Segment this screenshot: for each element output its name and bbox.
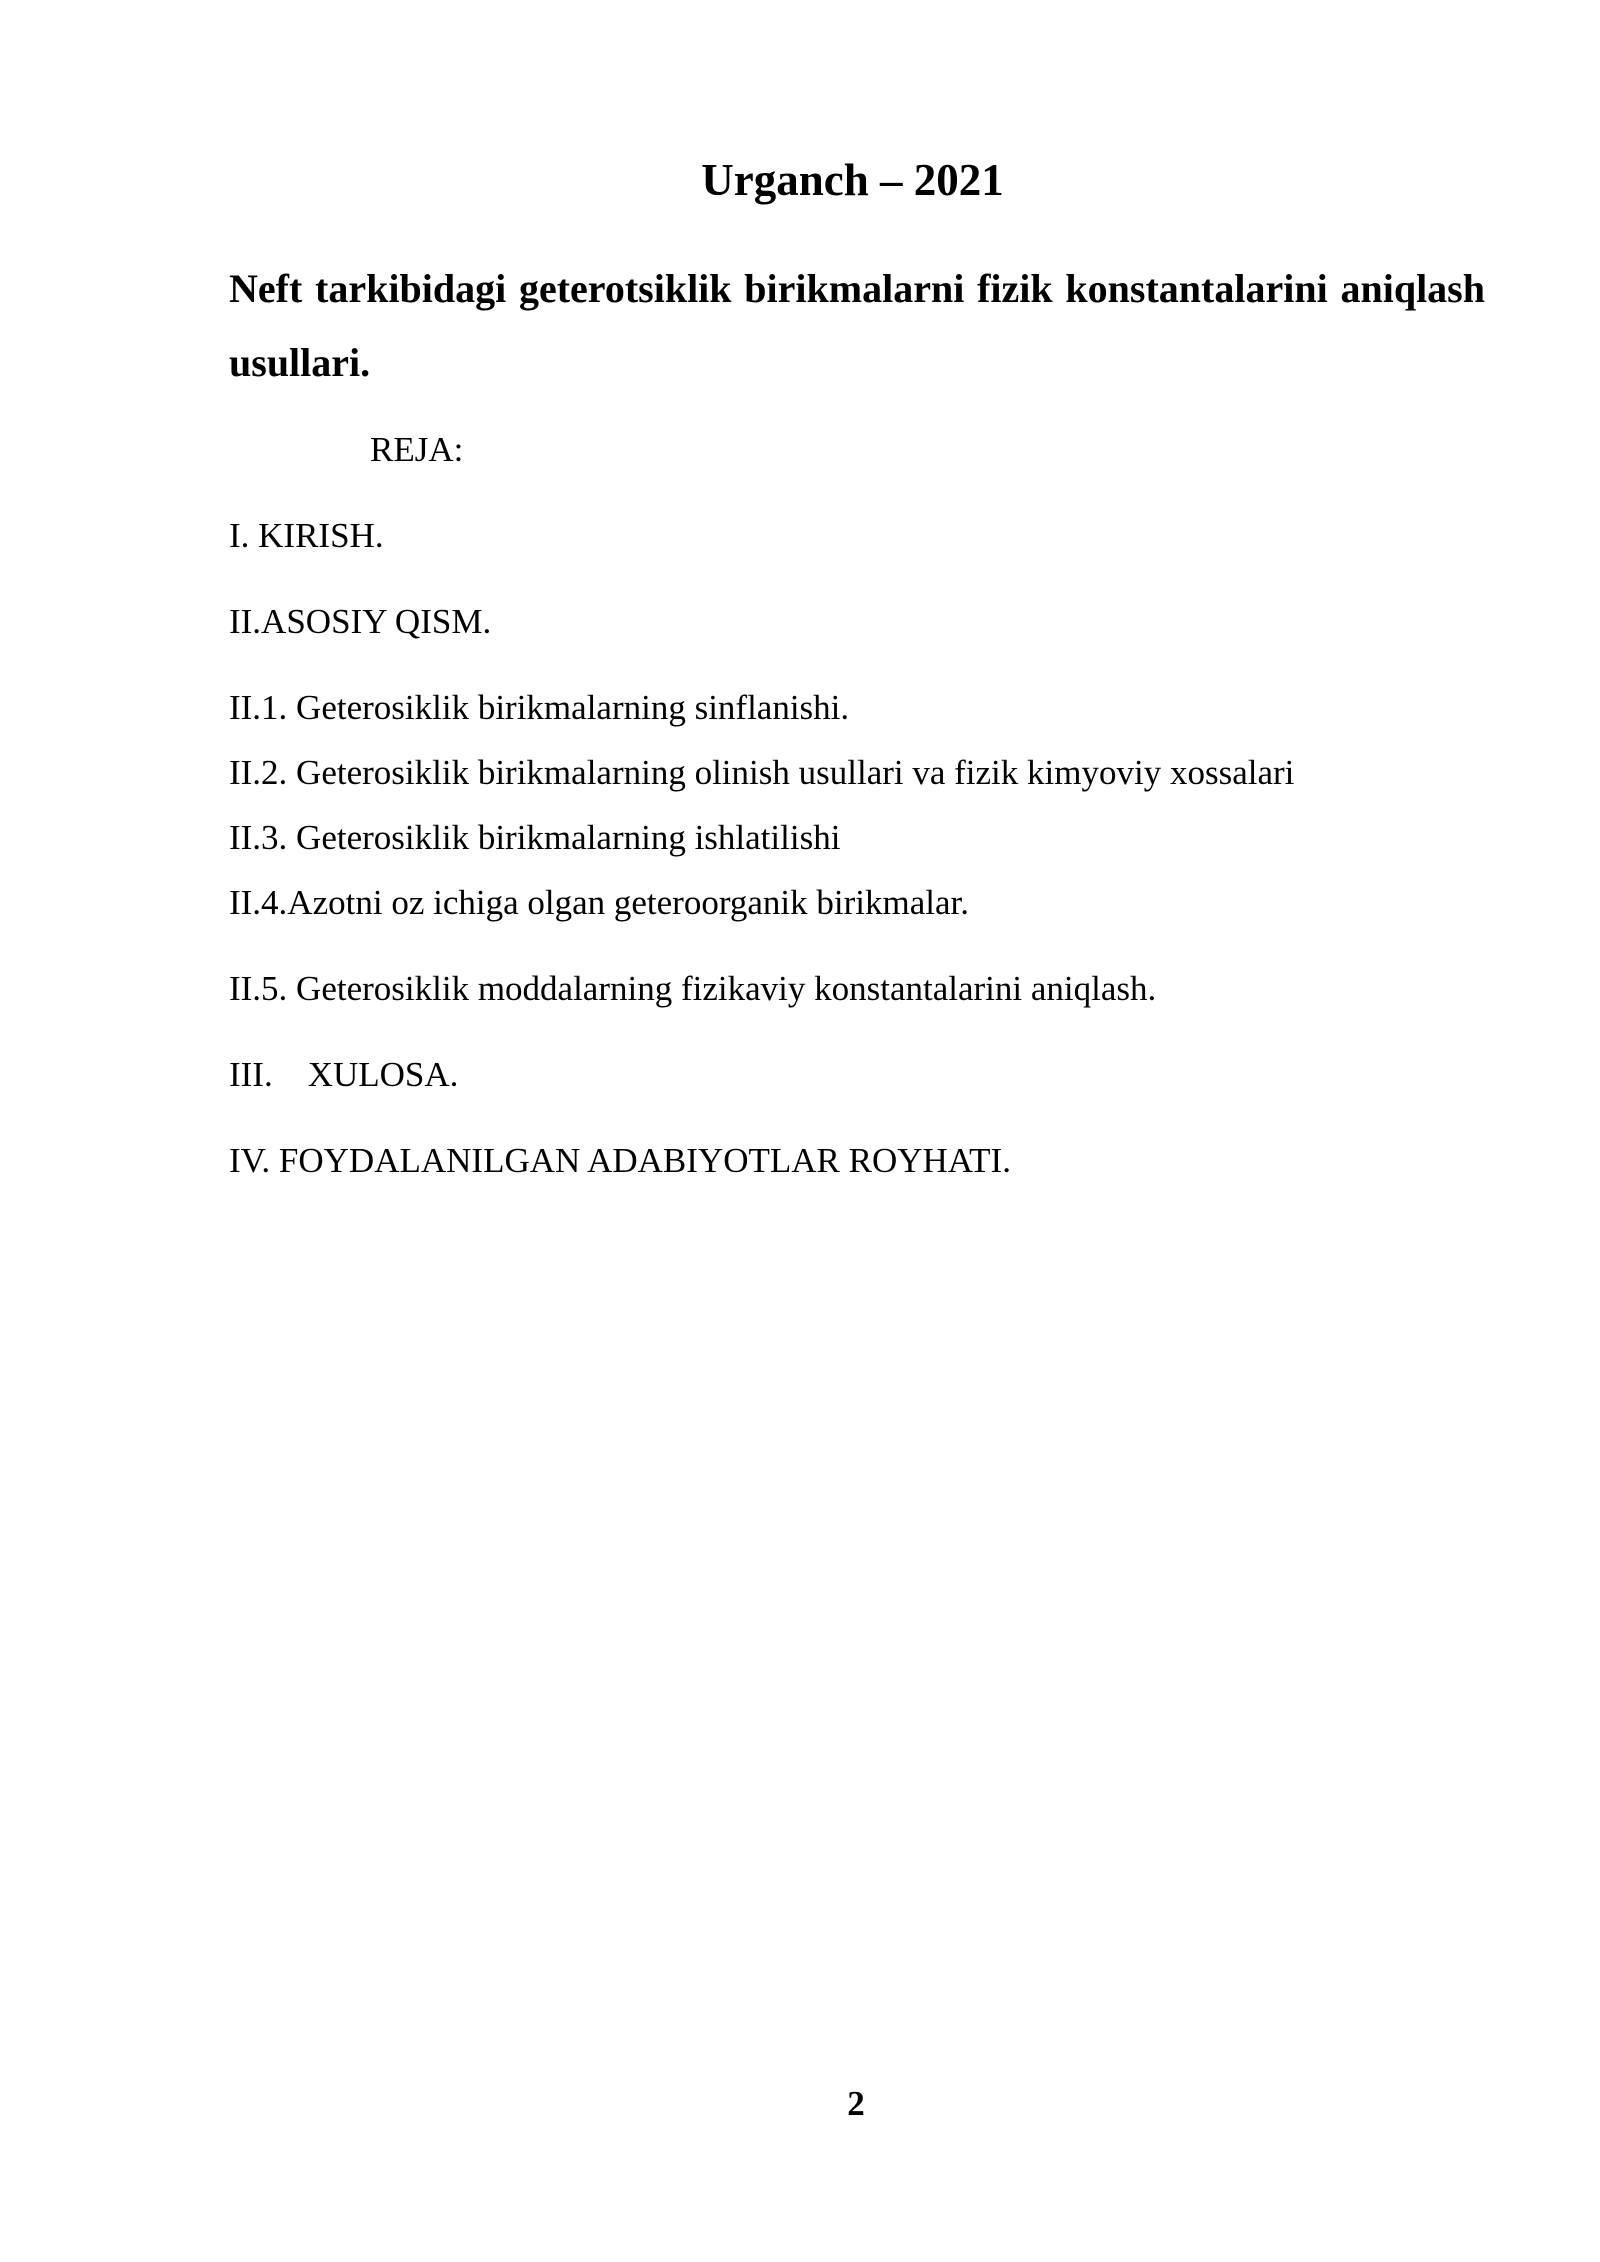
plan-item-2-5: II.5. Geterosiklik moddalarning fizikaviy konstantalarini aniqlash. — [229, 969, 1157, 1008]
plan-item-2-4: II.4.Azotni oz ichiga olgan geteroorganik birikmalar. — [229, 883, 969, 922]
place-year-heading: Urganch – 2021 — [701, 155, 1004, 205]
plan-item-references: IV. FOYDALANILGAN ADABIYOTLAR ROYHATI. — [229, 1141, 1011, 1180]
document-title: Neft tarkibidagi geterotsiklik birikmalarni fizik konstantalarini aniqlash usullari. — [229, 266, 1485, 385]
plan-item-conclusion: III. XULOSA. — [229, 1055, 459, 1094]
plan-item-2-3: II.3. Geterosiklik birikmalarning ishlatilishi — [229, 818, 841, 857]
plan-item-main-part: II.ASOSIY QISM. — [229, 602, 492, 641]
plan-item-introduction: I. KIRISH. — [229, 516, 384, 555]
plan-heading: REJA: — [370, 430, 464, 469]
plan-item-2-1: II.1. Geterosiklik birikmalarning sinflanishi. — [229, 688, 850, 727]
plan-item-2-2: II.2. Geterosiklik birikmalarning olinish usullari va fizik kimyoviy xossalari — [229, 753, 1295, 792]
page-number: 2 — [847, 2084, 865, 2123]
